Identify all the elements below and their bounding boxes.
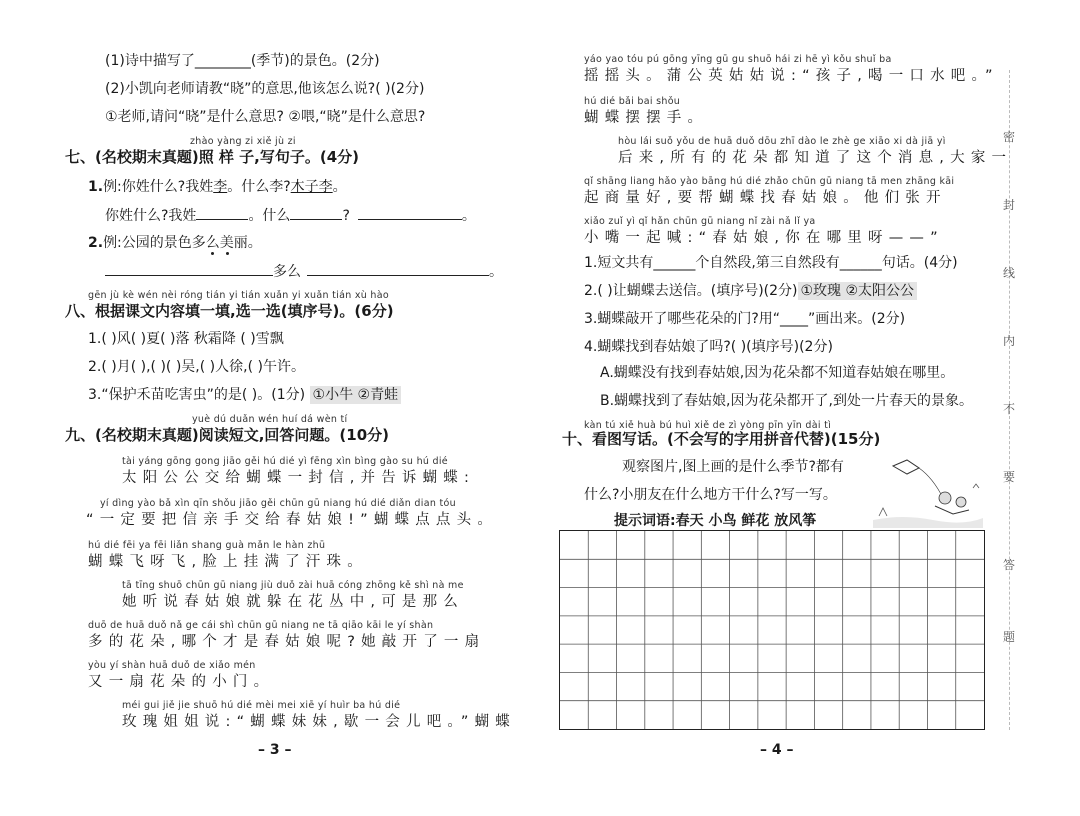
r-q1: 1.短文共有______个自然段,第三自然段有______句话。(4分) [584,255,958,271]
r-story-line-1: 摇摇头。蒲公英姑姑说:“孩子,喝一口水吧。” [584,68,999,84]
section10-prompt-2: 什么?小朋友在什么地方干什么?写一写。 [584,487,837,503]
story-line-2: “一定要把信亲手交给春姑娘!”蝴蝶点点头。 [86,512,499,528]
page-number-3: – 3 – [258,742,292,758]
s7-item2-blank: 多么 。 [105,262,503,281]
r-story-pinyin-5: xiǎo zuǐ yì qǐ hǎn chūn gū niang nǐ zài nǎ lǐ ya [584,216,816,227]
story-line-7: 玫瑰姐姐说:“蝴蝶妹妹,歇一会儿吧。”蝴蝶 [122,714,516,730]
s8-item3: 3.“保护禾苗吃害虫”的是( )。(1分) ①小牛 ②青蛙 [88,386,401,404]
q7-part1: (1)诗中描写了________(季节)的景色。(2分) [105,53,380,69]
story-line-5: 多的花朵,哪个才是春姑娘呢?她敲开了一扇 [88,634,486,650]
r-story-pinyin-4: qǐ shāng liang hǎo yào bāng hú dié zhǎo chūn gū niang tā men zhāng kāi [584,176,955,187]
story-line-4: 她听说春姑娘就躲在花丛中,可是那么 [122,594,465,610]
story-line-6: 又一扇花朵的小门。 [88,674,275,690]
q7-part2-options: ①老师,请问“晓”是什么意思? ②喂,“晓”是什么意思? [105,109,426,125]
r-q4: 4.蝴蝶找到春姑娘了吗?( )(填序号)(2分) [584,339,833,355]
r-q3: 3.蝴蝶敲开了哪些花朵的门?用“____”画出来。(2分) [584,311,906,327]
seal-char-5: 不 [1003,402,1016,416]
section7-title: 七、(名校期末真题)照 样 子,写句子。(4分) [65,148,360,166]
r-q4-option-a: A.蝴蝶没有找到春姑娘,因为花朵都不知道春姑娘在哪里。 [600,365,955,381]
writing-grid[interactable] [559,530,985,730]
section10-title: 十、看图写话。(不会写的字用拼音代替)(15分) [562,430,881,448]
story-pinyin-6: yòu yí shàn huā duǒ de xiǎo mén [88,660,256,671]
illustration-kite-scene [873,458,983,528]
r-story-pinyin-2: hú dié bǎi bai shǒu [584,96,681,107]
seal-char-2: 封 [1003,198,1016,212]
r-story-line-3: 后来,所有的花朵都知道了这个消息,大家一 [618,150,1013,166]
section9-pinyin: yuè dú duǎn wén huí dá wèn tí [192,414,348,425]
seal-char-7: 答 [1003,558,1016,572]
s7-item2-example: 2.例:公园的景色多么美丽。 [88,235,262,251]
section8-pinyin: gēn jù kè wén nèi róng tián yi tián xuǎn yi xuǎn tián xù hào [88,290,389,301]
r-story-line-5: 小嘴一起喊:“春姑娘,你在哪里呀——” [584,230,944,246]
section7-pinyin: zhào yàng zi xiě jù zi [190,136,296,147]
seal-char-4: 内 [1003,334,1016,348]
section10-pinyin: kàn tú xiě huà bú huì xiě de zì yòng pīn yīn dài tì [584,420,832,431]
story-pinyin-5: duō de huā duǒ nǎ ge cái shì chūn gū niang ne tā qiāo kāi le yí shàn [88,620,434,631]
page-number-4: – 4 – [760,742,794,758]
r-q4-option-b: B.蝴蝶找到了春姑娘,因为花朵都开了,到处一片春天的景象。 [600,393,973,409]
story-pinyin-1: tài yáng gōng gong jiāo gěi hú dié yì fēng xìn bìng gào su hú dié [122,456,448,467]
seal-char-3: 线 [1003,266,1016,280]
seal-char-8: 题 [1003,630,1016,644]
story-line-3: 蝴蝶飞呀飞,脸上挂满了汗珠。 [88,554,368,570]
section9-title: 九、(名校期末真题)阅读短文,回答问题。(10分) [65,426,389,444]
r-story-line-4: 起商量好,要帮蝴蝶找春姑娘。他们张开 [584,190,947,206]
s7-item1-blank: 你姓什么?我姓 。什么 ? 。 [105,208,476,224]
seal-char-1: 密 [1003,130,1016,144]
r-q2-options: ①玫瑰 ②太阳公公 [798,282,918,300]
story-pinyin-4: tā tīng shuō chūn gū niang jiù duǒ zài huā cóng zhōng kě shì nà me [122,580,464,591]
q7-part2: (2)小凯向老师请教“晓”的意思,他该怎么说?( )(2分) [105,81,425,97]
s8-item2: 2.( )月( ),( )( )吴,( )人徐,( )午许。 [88,359,305,375]
r-story-line-2: 蝴蝶摆摆手。 [584,110,709,126]
section10-prompt-1: 观察图片,图上画的是什么季节?都有 [622,459,844,475]
section8-title: 八、根据课文内容填一填,选一选(填序号)。(6分) [65,302,394,320]
r-story-pinyin-3: hòu lái suǒ yǒu de huā duǒ dōu zhī dào le zhè ge xiāo xi dà jiā yì [618,136,946,147]
story-pinyin-7: méi gui jiě jie shuō hú dié mèi mei xiē yí huìr ba hú dié [122,700,401,711]
r-story-pinyin-1: yáo yao tóu pú gōng yīng gū gu shuō hái zi hē yì kǒu shuǐ ba [584,54,892,65]
seal-char-6: 要 [1003,470,1016,484]
hint-words: 提示词语:春天 小鸟 鲜花 放风筝 [614,513,817,529]
s8-item3-options: ①小牛 ②青蛙 [310,386,402,404]
s7-item1-example: 1.例:你姓什么?我姓李。什么李?木子李。 [88,179,347,195]
story-pinyin-3: hú dié fēi ya fēi liǎn shang guà mǎn le hàn zhū [88,540,326,551]
r-q2: 2.( )让蝴蝶去送信。(填序号)(2分) ①玫瑰 ②太阳公公 [584,282,917,300]
story-pinyin-2: yí dìng yào bǎ xìn qīn shǒu jiāo gěi chūn gū niang hú dié diǎn dian tóu [100,498,456,509]
story-line-1: 太阳公公交给蝴蝶一封信,并告诉蝴蝶: [122,470,476,486]
s8-item1: 1.( )风( )夏( )落 秋霜降 ( )雪飘 [88,331,284,347]
